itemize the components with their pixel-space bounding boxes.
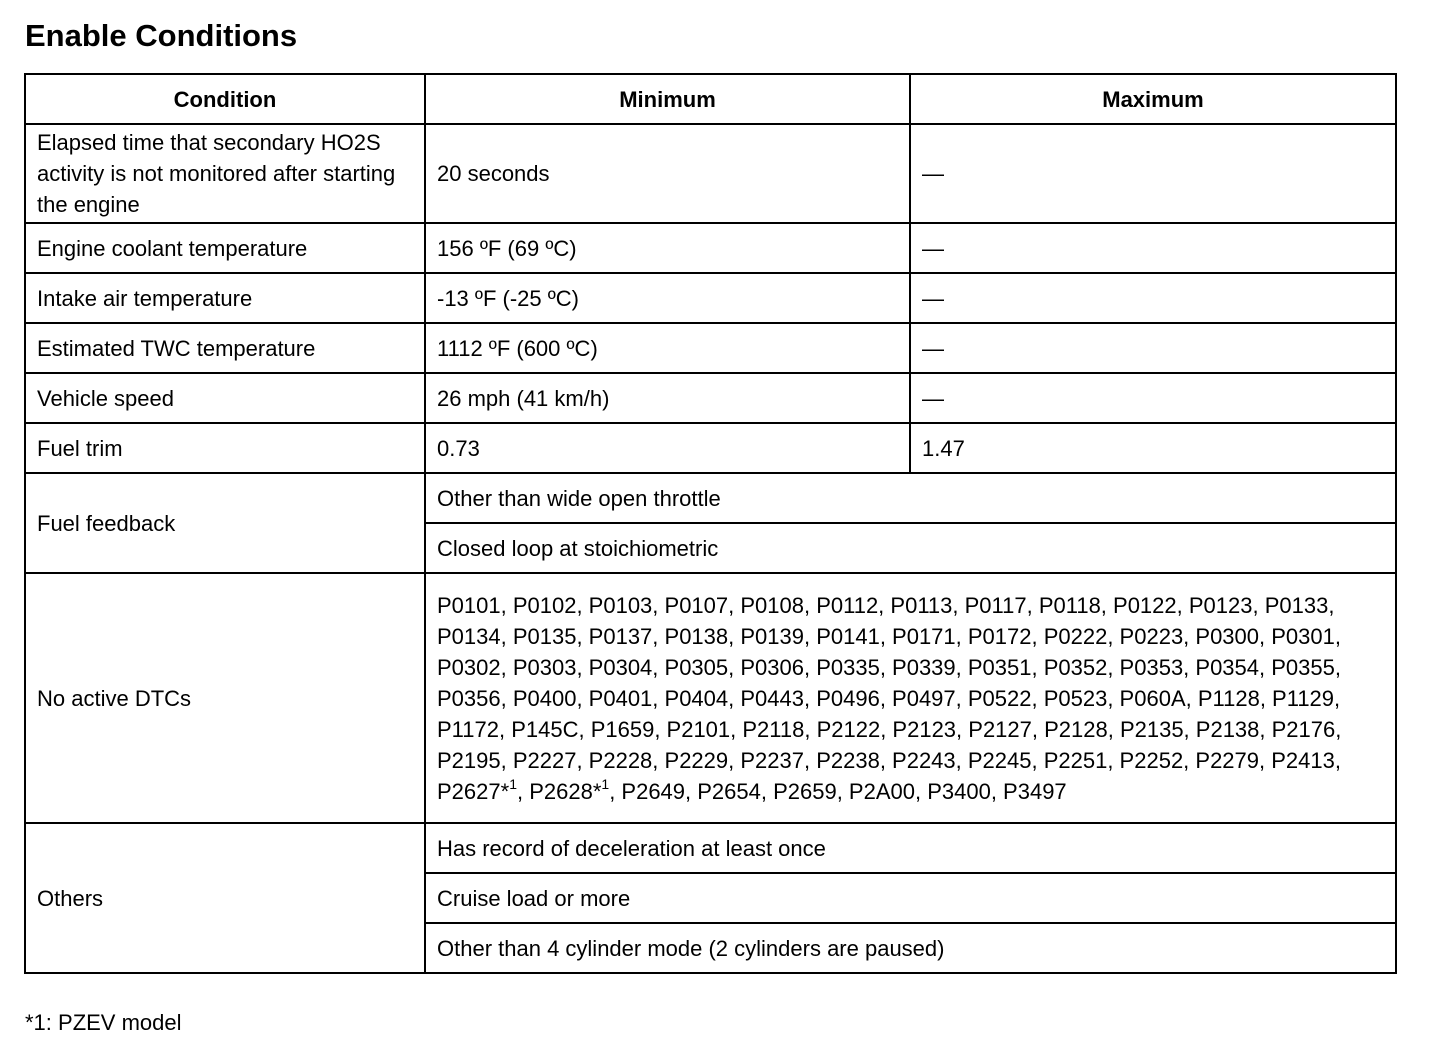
column-header-minimum: Minimum (425, 74, 910, 124)
minimum-cell: -13 ºF (-25 ºC) (425, 273, 910, 323)
condition-cell: Vehicle speed (25, 373, 425, 423)
condition-cell-fuel-feedback: Fuel feedback (25, 473, 425, 573)
footnote: *1: PZEV model (25, 1010, 182, 1035)
maximum-cell: — (910, 373, 1396, 423)
column-header-maximum: Maximum (910, 74, 1396, 124)
table-row (25, 573, 1396, 823)
minimum-cell: 156 ºF (69 ºC) (425, 223, 910, 273)
table-row (25, 223, 1396, 273)
others-value: Cruise load or more (425, 873, 1396, 923)
maximum-cell: — (910, 323, 1396, 373)
dtc-list-text: , P2628* (516, 778, 602, 804)
fuel-feedback-value: Closed loop at stoichiometric (425, 523, 1396, 573)
condition-cell-no-active-dtcs: No active DTCs (25, 573, 425, 823)
column-header-condition: Condition (25, 74, 425, 124)
dtc-list-text: , P2649, P2654, P2659, P2A00, P3400, P3497 (609, 778, 1067, 804)
condition-cell: Intake air temperature (25, 273, 425, 323)
condition-cell-others: Others (25, 823, 425, 973)
table-row (25, 473, 1396, 523)
page-title: Enable Conditions (25, 18, 298, 53)
minimum-cell: 26 mph (41 km/h) (425, 373, 910, 423)
dtc-list-cell (425, 573, 1396, 823)
table-row (25, 823, 1396, 873)
fuel-feedback-value: Other than wide open throttle (425, 473, 1396, 523)
table-row (25, 423, 1396, 473)
maximum-cell: — (910, 124, 1396, 223)
maximum-cell: 1.47 (910, 423, 1396, 473)
footnote-marker: 1 (601, 775, 610, 792)
table-header-row (25, 74, 1396, 124)
table-row (25, 323, 1396, 373)
others-value: Has record of deceleration at least once (425, 823, 1396, 873)
dtc-list-text: P0101, P0102, P0103, P0107, P0108, P0112, P0113, P0117, P0118, P0122, P0123, P0133, P0134, P0135, P0137, P0138, P0139, P0141, P0171, P0172, P0222, P0223, P0300, P0301, P0302, P0303, P0304, P0305, P0306, P0335, P0339, P0351, P0352, P0353, P0354, P0355, P0356, P0400, P0401, P0404, P0443, P0496, P0497, P0522, P0523, P060A, P1128, P1129, P1172, P145C, P1659, P2101, P2118, P2122, P2123, P2127, P2128, P2135, P2138, P2176, P2195, P2227, P2228, P2229, P2237, P2238, P2243, P2245, P2251, P2252, P2279, P2413, P2627* (437, 592, 1342, 804)
footnote-marker: 1 (509, 775, 517, 792)
table-row (25, 373, 1396, 423)
condition-cell: Elapsed time that secondary HO2S activity is not monitored after starting the engine (25, 124, 425, 223)
condition-cell: Engine coolant temperature (25, 223, 425, 273)
minimum-cell: 1112 ºF (600 ºC) (425, 323, 910, 373)
condition-cell: Fuel trim (25, 423, 425, 473)
table-row (25, 273, 1396, 323)
maximum-cell: — (910, 223, 1396, 273)
table-row (25, 124, 1396, 223)
others-value: Other than 4 cylinder mode (2 cylinders are paused) (425, 923, 1396, 973)
enable-conditions-table (24, 73, 1397, 974)
maximum-cell: — (910, 273, 1396, 323)
condition-cell: Estimated TWC temperature (25, 323, 425, 373)
minimum-cell: 20 seconds (425, 124, 910, 223)
minimum-cell: 0.73 (425, 423, 910, 473)
